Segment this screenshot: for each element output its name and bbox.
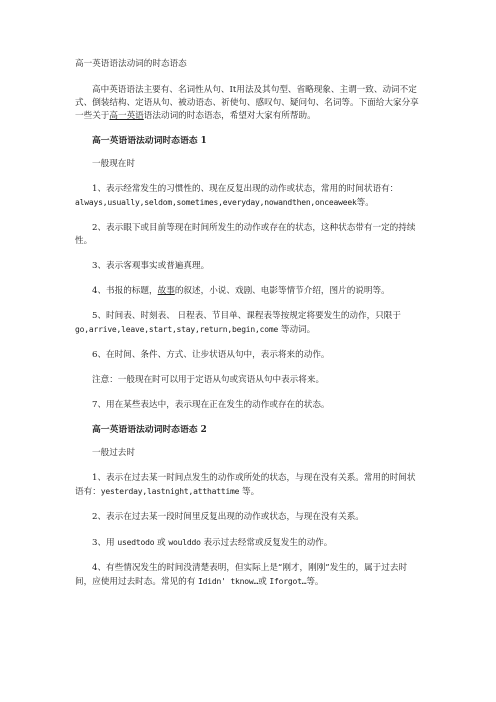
document-title: 高一英语语法动词的时态语态 — [75, 59, 187, 69]
section2-item-3-c: 表示过去经常或反复发生的动作。 — [200, 538, 333, 548]
section2-heading: 高一英语语法动词时态语态 2 — [92, 425, 207, 435]
section2-item-4-iforgot: Iforgot… — [269, 577, 307, 586]
intro-text-part2: 语法动词的时态语态，希望对大家有所帮助。 — [143, 111, 316, 121]
section1-item-4-b: 的叙述，小说、戏剧、电影等情节介绍，图片的说明等。 — [174, 286, 390, 296]
section2-item-4 — [75, 562, 424, 589]
section2-item-4-a: 4、有些情况发生的时间没清楚表明，但实际上是“刚才，刚刚”发生的，属于过去时间，应使用过去时态。常见的有 — [75, 563, 408, 587]
section1-subhead: 一般现在时 — [92, 159, 135, 169]
intro-link-gaoyi-yingyu[interactable]: 高一英语 — [109, 111, 144, 121]
section2-item-3 — [75, 536, 424, 550]
document-page — [75, 58, 424, 601]
section1-item-1 — [75, 183, 424, 210]
section1-item-1-end: 等。 — [356, 198, 374, 208]
section2-item-1-end: 等。 — [239, 487, 260, 497]
section1-item-5-end: 等动词。 — [278, 325, 316, 335]
section1-item-1-text: 1、表示经常发生的习惯性的、现在反复出现的动作或状态，常用的时间状语有： — [92, 184, 399, 194]
section2-item-3-a: 3、用 — [92, 538, 118, 548]
section2-subhead: 一般过去时 — [92, 448, 135, 458]
section1-item-4 — [75, 285, 424, 298]
intro-paragraph — [75, 84, 424, 123]
section2-item-3-woulddo: woulddo — [168, 538, 201, 547]
section2-item-4-b: 或 — [258, 577, 270, 587]
section2-item-1-examples: yesterday,lastnight,atthattime — [100, 487, 240, 496]
section2-item-1-text: 1、表示在过去某一时间点发生的动作或所处的状态，与现在没有关系。常用的时间状语有： — [75, 473, 416, 497]
section1-item-7: 7、用在某些表达中，表示现在正在发生的动作或存在的状态。 — [92, 400, 330, 410]
section1-item-6: 6、在时间、条件、方式、让步状语从句中，表示将来的动作。 — [92, 350, 330, 360]
section2-item-3-b: 或 — [154, 538, 169, 548]
section1-heading: 高一英语语法动词时态语态 1 — [92, 136, 207, 146]
section2-item-2: 2、表示在过去某一段时间里反复出现的动作或状态，与现在没有关系。 — [92, 512, 364, 522]
section2-item-4-ididntknow: Ididn' tknow… — [198, 577, 259, 586]
section1-item-5 — [75, 310, 424, 337]
section1-item-4-underlined: 故事 — [157, 286, 175, 296]
section1-item-2: 2、表示眼下或目前等现在时间所发生的动作或存在的状态，这种状态带有一定的持续性。 — [75, 223, 416, 246]
section2-item-1 — [75, 472, 424, 499]
section1-item-4-a: 4、书报的标题， — [92, 286, 158, 296]
section1-item-5-verbs: go,arrive,leave,start,stay,return,begin,come — [75, 325, 279, 334]
section1-item-1-examples: always,usually,seldom,sometimes,everyday,nowandthen,onceaweek — [75, 198, 357, 207]
intro-text-part1: 高中英语语法主要有、名词性从句、It用法及其句型、省略现象、主谓一致、动词不定式、倒装结构、定语从句、被动语态、祈使句、感叹句、疑问句、名词等。下面给大家分享一些关于 — [75, 85, 419, 121]
section1-item-5-text: 5、时间表、时刻表、 日程表、节目单、课程表等按规定将要发生的动作，只限于 — [92, 311, 401, 321]
section1-item-3: 3、表示客观事实或普遍真理。 — [92, 261, 210, 271]
section2-item-4-c: 等。 — [306, 577, 324, 587]
section1-note: 注意：一般现在时可以用于定语从句或宾语从句中表示将来。 — [92, 375, 325, 385]
section2-item-3-usedtodo: usedtodo — [117, 538, 155, 547]
